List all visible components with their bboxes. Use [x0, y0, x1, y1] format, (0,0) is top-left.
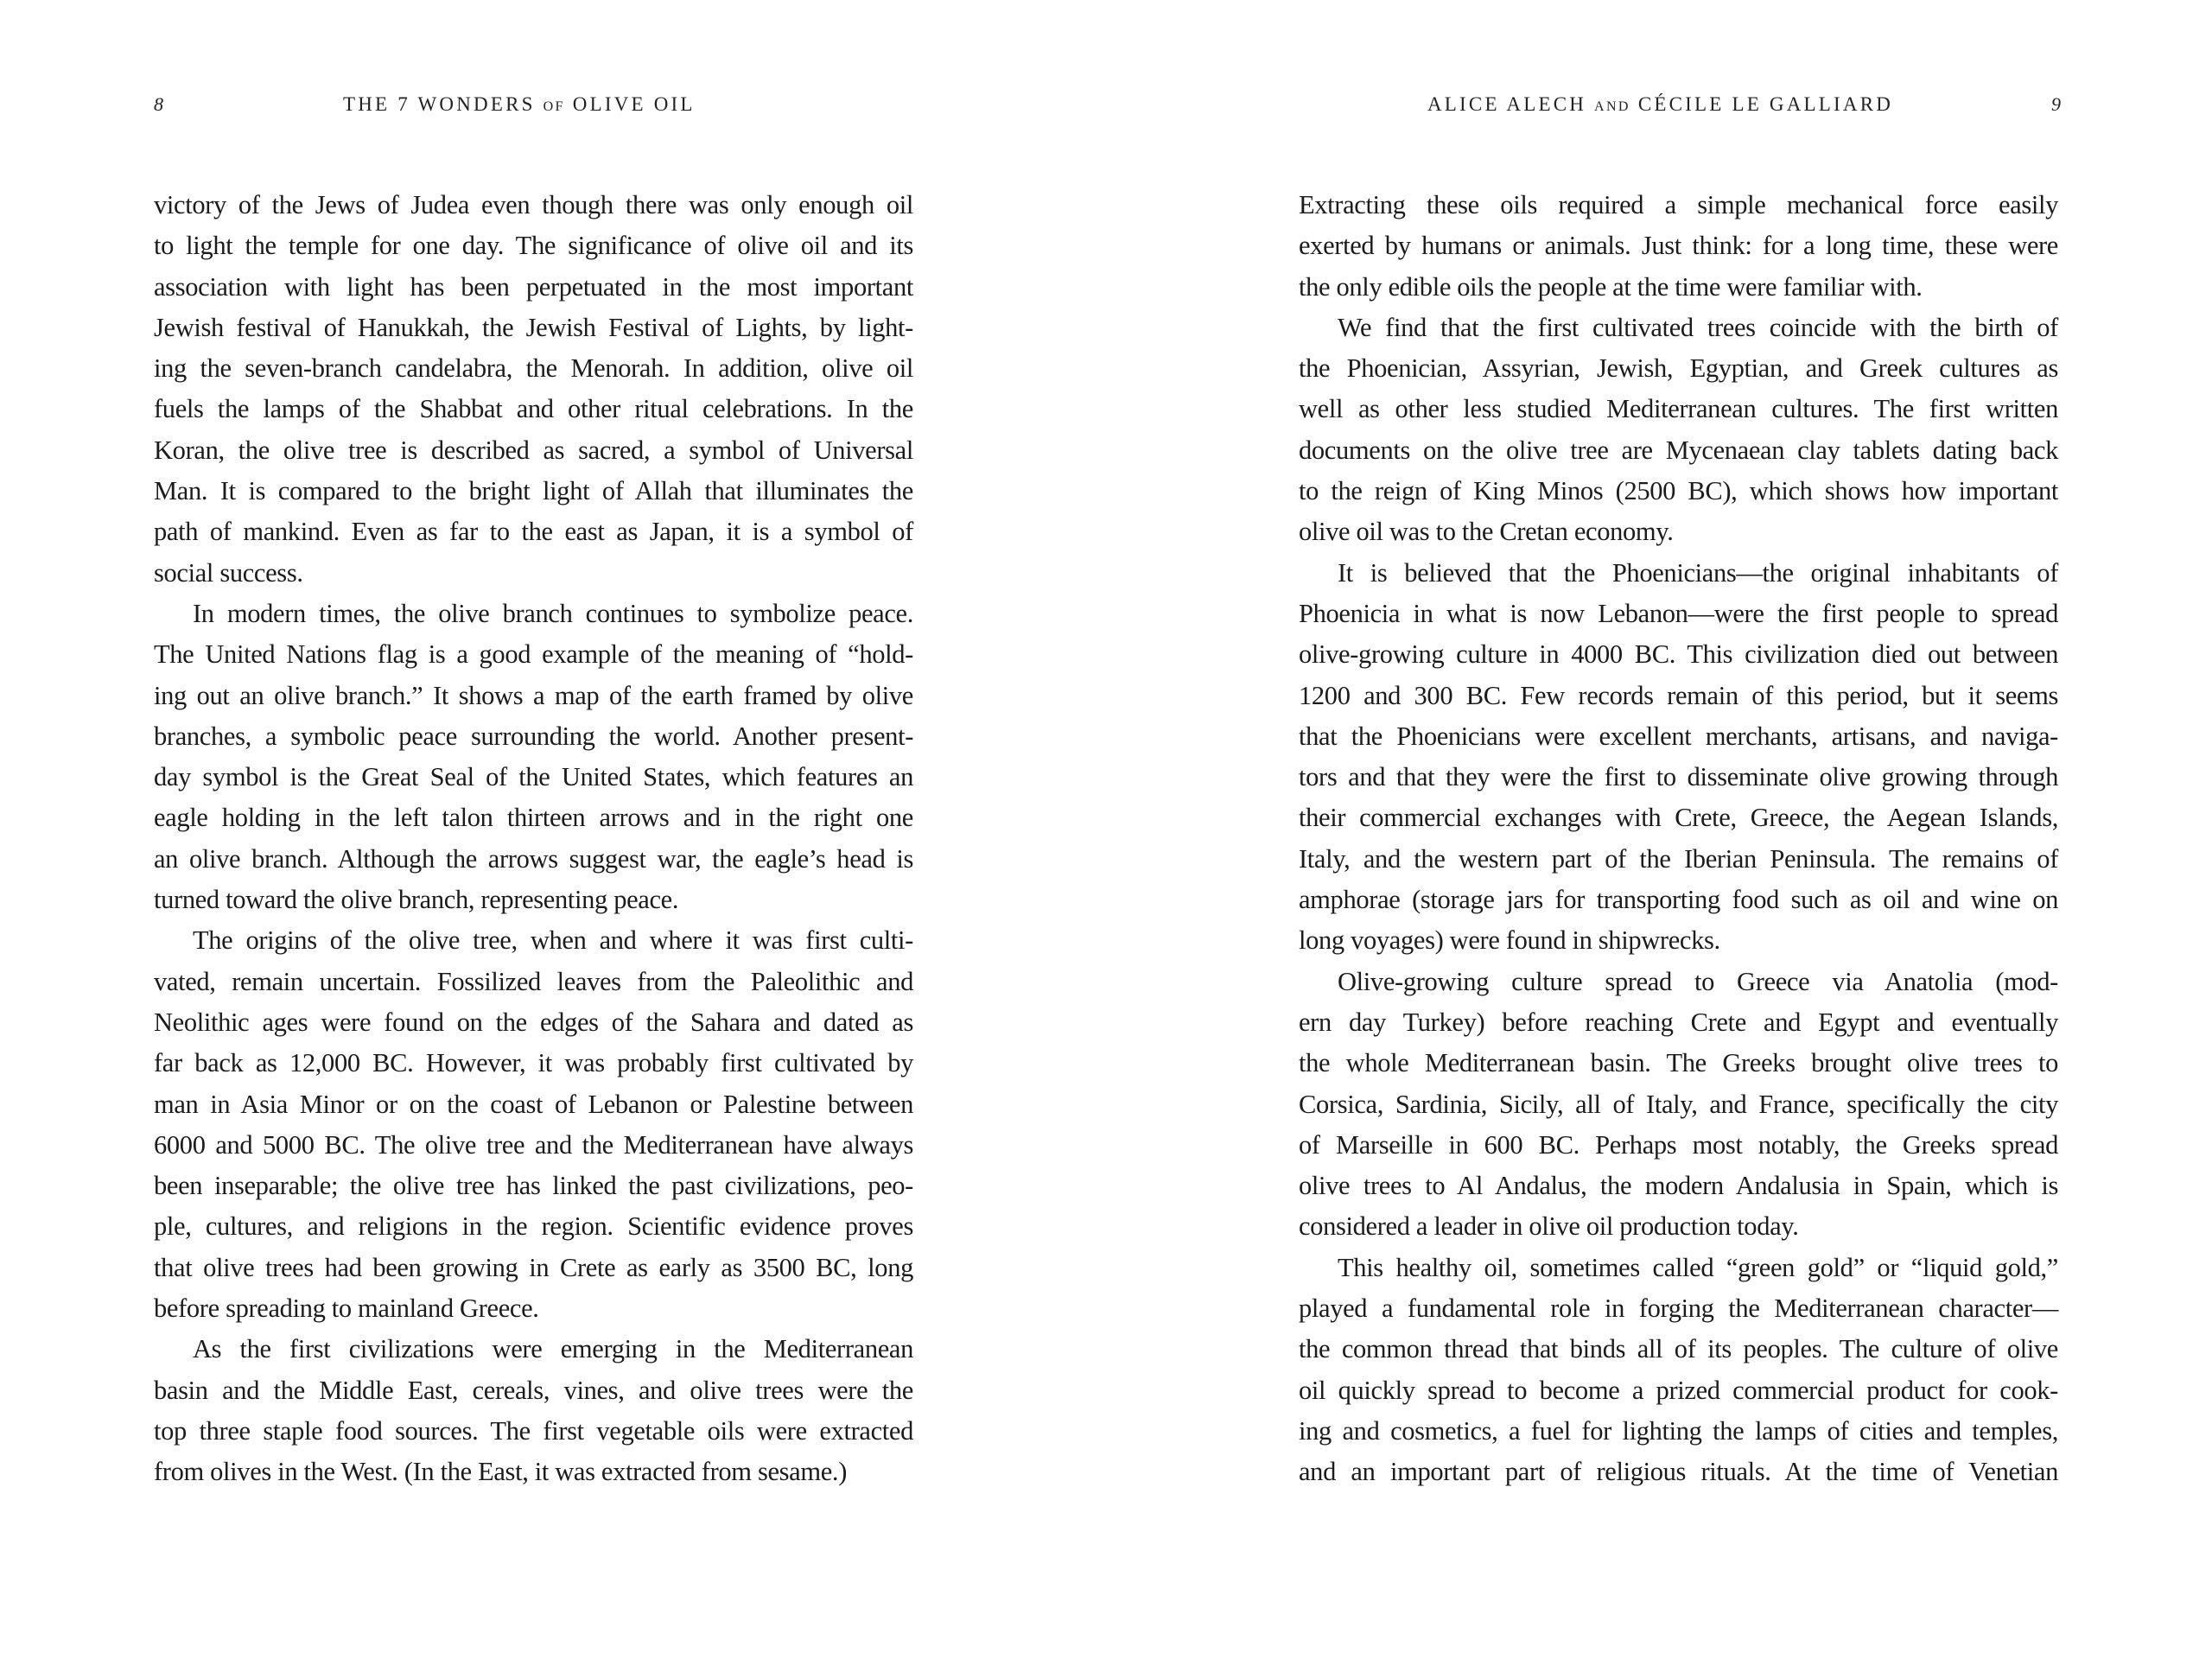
- text-line: Italy, and the western part of the Iberian Peninsula. The remains of: [1299, 843, 2058, 874]
- text-line: Extracting these oils required a simple mechanical force easily: [1299, 190, 2058, 219]
- text-line: branches, a symbolic peace surrounding the world. Another present-: [154, 721, 913, 751]
- text-line: from olives in the West. (In the East, it was extracted from sesame.): [154, 1457, 848, 1487]
- text-line: to the reign of King Minos (2500 BC), which shows how important: [1299, 476, 2058, 506]
- text-line: path of mankind. Even as far to the east as Japan, it is a symbol of: [154, 517, 913, 547]
- body-text: [154, 185, 913, 1493]
- text-line: association with light has been perpetuated in the most important: [154, 271, 913, 302]
- text-line: well as other less studied Mediterranean cultures. The first written: [1299, 394, 2058, 424]
- text-line: ing the seven-branch candelabra, the Menorah. In addition, olive oil: [154, 353, 913, 384]
- right-page: [1106, 0, 2212, 1659]
- text-line: Neolithic ages were found on the edges of the Sahara and dated as: [154, 1007, 913, 1037]
- text-line: played a fundamental role in forging the Mediterranean character—: [1299, 1294, 2058, 1324]
- running-head-part: THE 7 WONDERS: [343, 93, 543, 115]
- running-head-part: ALICE ALECH: [1427, 93, 1594, 115]
- text-line: the Phoenician, Assyrian, Jewish, Egyptian, and Greek cultures as: [1299, 353, 2058, 384]
- text-line: The origins of the olive tree, when and where it was first culti-: [193, 925, 913, 956]
- text-line: Corsica, Sardinia, Sicily, all of Italy, and France, specifically the city: [1299, 1089, 2058, 1119]
- text-line: victory of the Jews of Judea even though there was only enough oil: [154, 190, 913, 219]
- page-number: 9: [2051, 93, 2061, 115]
- running-head-small-caps: OF: [543, 99, 565, 114]
- running-head-book-title: [343, 92, 696, 118]
- paragraph: [1299, 553, 2058, 962]
- text-line: to light the temple for one day. The significance of olive oil and its: [154, 231, 913, 261]
- text-line: and an important part of religious rituals. At the time of Venetian: [1299, 1457, 2058, 1487]
- page-number: 8: [154, 93, 163, 115]
- text-line: The United Nations flag is a good example of the meaning of “hold-: [154, 639, 913, 670]
- text-line: In modern times, the olive branch continues to symbolize peace.: [193, 598, 913, 628]
- text-line: vated, remain uncertain. Fossilized leaves from the Paleolithic and: [154, 966, 913, 996]
- text-line: ple, cultures, and religions in the region. Scientific evidence proves: [154, 1211, 913, 1242]
- text-line: an olive branch. Although the arrows suggest war, the eagle’s head is: [154, 843, 913, 874]
- text-line: far back as 12,000 BC. However, it was probably first cultivated by: [154, 1048, 913, 1078]
- text-line: basin and the Middle East, cereals, vines, and olive trees were the: [154, 1375, 913, 1405]
- text-line: day symbol is the Great Seal of the United States, which features an: [154, 762, 913, 792]
- text-line: Jewish festival of Hanukkah, the Jewish Festival of Lights, by light-: [154, 312, 913, 342]
- text-line: Phoenicia in what is now Lebanon—were the first people to spread: [1299, 598, 2058, 628]
- running-head-part: OLIVE OIL: [564, 93, 696, 115]
- text-line: fuels the lamps of the Shabbat and other ritual celebrations. In the: [154, 394, 913, 424]
- text-line: exerted by humans or animals. Just think: for a long time, these were: [1299, 231, 2058, 261]
- text-line: documents on the olive tree are Mycenaean clay tablets dating back: [1299, 435, 2058, 465]
- text-line: man in Asia Minor or on the coast of Lebanon or Palestine between: [154, 1089, 913, 1119]
- text-line: been inseparable; the olive tree has linked the past civilizations, peo-: [154, 1171, 913, 1201]
- text-line: ing and cosmetics, a fuel for lighting the lamps of cities and temples,: [1299, 1415, 2058, 1446]
- text-line: social success.: [154, 557, 303, 588]
- text-line: of Marseille in 600 BC. Perhaps most notably, the Greeks spread: [1299, 1129, 2058, 1160]
- text-line: Koran, the olive tree is described as sacred, a symbol of Universal: [154, 435, 913, 465]
- text-line: that olive trees had been growing in Crete as early as 3500 BC, long: [154, 1252, 913, 1282]
- text-line: long voyages) were found in shipwrecks.: [1299, 925, 1720, 956]
- paragraph: [1299, 185, 2058, 308]
- paragraph: [1299, 1248, 2058, 1493]
- paragraph: [1299, 962, 2058, 1248]
- text-line: top three staple food sources. The first vegetable oils were extracted: [154, 1415, 913, 1446]
- text-line: olive oil was to the Cretan economy.: [1299, 517, 1674, 547]
- paragraph: [1299, 308, 2058, 553]
- paragraph: [154, 185, 913, 594]
- text-line: 6000 and 5000 BC. The olive tree and the Mediterranean have always: [154, 1129, 913, 1160]
- text-line: turned toward the olive branch, representing peace.: [154, 885, 679, 915]
- text-line: olive-growing culture in 4000 BC. This civilization died out between: [1299, 639, 2058, 670]
- text-line: before spreading to mainland Greece.: [154, 1294, 539, 1324]
- text-line: Olive-growing culture spread to Greece via Anatolia (mod-: [1338, 966, 2058, 996]
- text-line: tors and that they were the first to disseminate olive growing through: [1299, 762, 2058, 792]
- paragraph: [154, 1329, 913, 1492]
- running-head-small-caps: AND: [1594, 99, 1630, 114]
- text-line: olive trees to Al Andalus, the modern Andalusia in Spain, which is: [1299, 1171, 2058, 1201]
- text-line: As the first civilizations were emerging in the Mediterranean: [193, 1334, 913, 1364]
- text-line: their commercial exchanges with Crete, Greece, the Aegean Islands,: [1299, 803, 2058, 833]
- text-line: We find that the first cultivated trees coincide with the birth of: [1338, 312, 2058, 342]
- paragraph: [154, 920, 913, 1329]
- paragraph: [154, 594, 913, 920]
- text-line: Man. It is compared to the bright light of Allah that illuminates the: [154, 476, 913, 506]
- running-head-part: CÉCILE LE GALLIARD: [1630, 93, 1894, 115]
- text-line: oil quickly spread to become a prized commercial product for cook-: [1299, 1375, 2058, 1405]
- text-line: the common thread that binds all of its peoples. The culture of olive: [1299, 1334, 2058, 1364]
- text-line: the whole Mediterranean basin. The Greeks brought olive trees to: [1299, 1048, 2058, 1078]
- text-line: that the Phoenicians were excellent merchants, artisans, and naviga-: [1299, 721, 2058, 751]
- text-line: This healthy oil, sometimes called “green gold” or “liquid gold,”: [1338, 1252, 2058, 1282]
- text-line: It is believed that the Phoenicians—the original inhabitants of: [1338, 557, 2058, 588]
- text-line: ern day Turkey) before reaching Crete and Egypt and eventually: [1299, 1007, 2058, 1037]
- text-line: ing out an olive branch.” It shows a map of the earth framed by olive: [154, 680, 913, 710]
- text-line: considered a leader in olive oil production today.: [1299, 1211, 1799, 1242]
- text-line: 1200 and 300 BC. Few records remain of this period, but it seems: [1299, 680, 2058, 710]
- text-line: amphorae (storage jars for transporting food such as oil and wine on: [1299, 885, 2058, 915]
- text-line: the only edible oils the people at the time were familiar with.: [1299, 271, 1923, 302]
- body-text: [1299, 185, 2058, 1493]
- running-head-authors: [1427, 92, 1893, 118]
- text-line: eagle holding in the left talon thirteen arrows and in the right one: [154, 803, 913, 833]
